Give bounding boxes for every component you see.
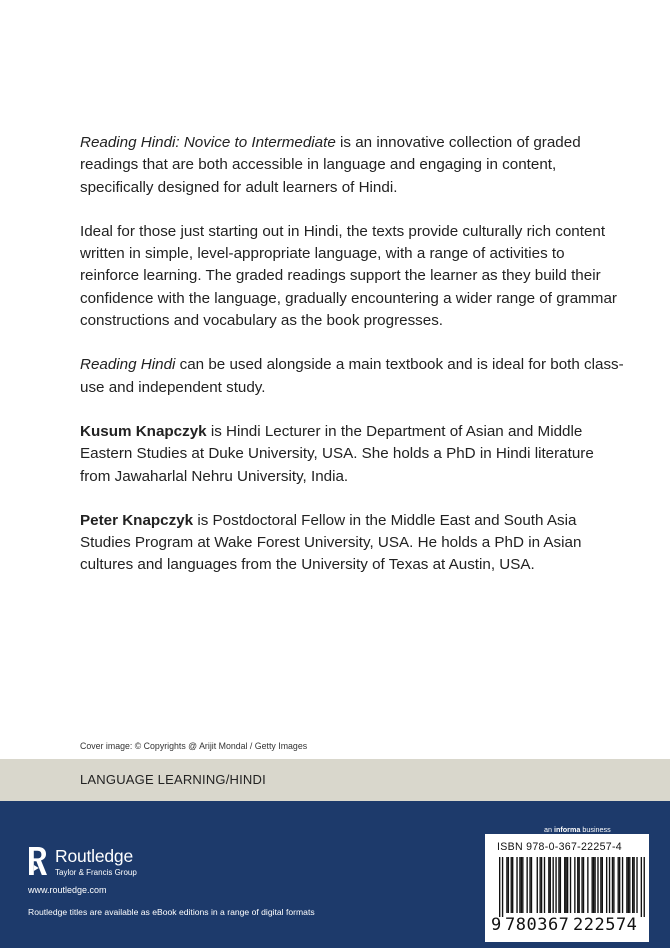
author-bio-1 — [80, 421, 625, 488]
publisher-name: Routledge — [55, 846, 133, 866]
description-text: is an innovative collection of graded readings that are both accessible in language and engaging in content, specifically designed for adult learners of Hindi. — [80, 134, 581, 196]
subject-category: LANGUAGE LEARNING/HINDI — [80, 772, 266, 787]
barcode-bars-icon — [499, 857, 645, 917]
category-band — [0, 759, 670, 801]
publisher-footer — [0, 801, 670, 948]
publisher-website-link[interactable]: www.routledge.com — [28, 885, 107, 895]
publisher-group: Taylor & Francis Group — [55, 868, 137, 877]
author-bio-text: is Hindi Lecturer in the Department of Asian and Middle Eastern Studies at Duke University, USA. She holds a PhD in Hindi literature from Jawaharlal Nehru University, India. — [80, 422, 594, 485]
routledge-r-logo-icon — [28, 845, 48, 877]
description-paragraph-3 — [80, 354, 625, 399]
description-text: can be used alongside a main textbook and is ideal for both class-use and independent study. — [80, 356, 624, 396]
barcode-lead-digit: 9 — [491, 915, 502, 935]
informa-brand: informa — [554, 825, 581, 834]
ebook-availability-note: Routledge titles are available as eBook editions in a range of digital formats — [28, 907, 315, 917]
author-name: Peter Knapczyk — [80, 511, 194, 529]
barcode-right-digits: 222574 — [573, 915, 638, 935]
routledge-logo — [28, 845, 158, 881]
back-cover-text — [80, 132, 625, 599]
description-paragraph-2: Ideal for those just starting out in Hindi, the texts provide culturally rich content written in simple, level-appropriate language, with a range of activities to reinforce learning. The graded readings support the learner as they build their confidence with the language, gradually encountering a wider range of grammar constructions and vocabulary as the book progresses. — [80, 222, 617, 330]
informa-suffix: business — [580, 825, 611, 834]
description-paragraph-1 — [80, 132, 625, 199]
author-bio-text: is Postdoctoral Fellow in the Middle East and South Asia Studies Program at Wake Forest University, USA. He holds a PhD in Asian cultures and languages from the University of Texas at Austin, USA. — [80, 511, 582, 574]
author-name: Kusum Knapczyk — [80, 422, 207, 440]
informa-prefix: an — [544, 825, 554, 834]
isbn-label: ISBN 978-0-367-22257-4 — [497, 841, 622, 853]
book-title-short-italic: Reading Hindi — [80, 356, 176, 374]
informa-business-tag — [544, 825, 611, 834]
book-title-italic: Reading Hindi: Novice to Intermediate — [80, 134, 336, 151]
barcode-left-digits: 780367 — [505, 915, 570, 935]
author-bio-2 — [80, 510, 625, 577]
cover-image-credit: Cover image: © Copyrights @ Arijit Mondal / Getty Images — [80, 741, 308, 751]
isbn-barcode-box — [485, 834, 649, 942]
